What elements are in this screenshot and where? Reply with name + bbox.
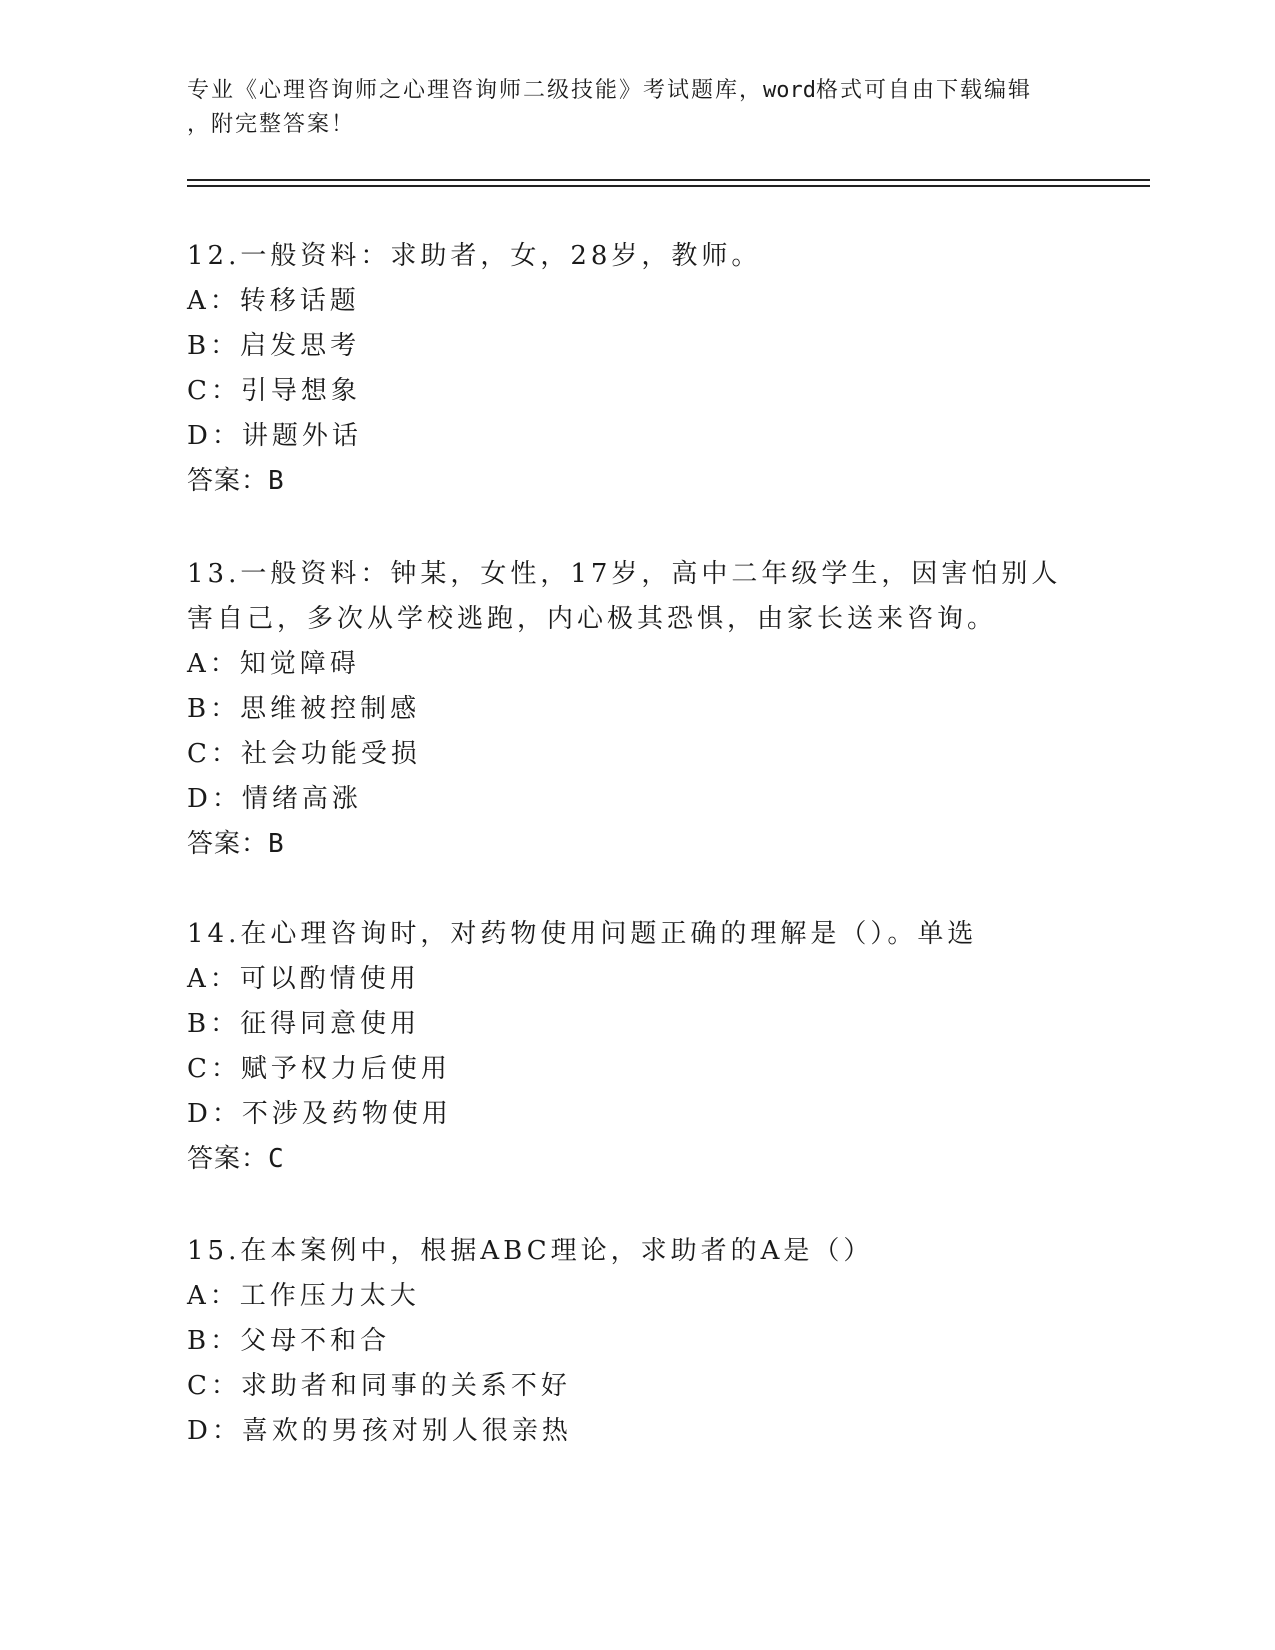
answer-label: 答案： — [187, 829, 269, 859]
question-15 — [187, 1229, 1087, 1454]
option-a: A：工作压力太大 — [187, 1281, 420, 1311]
answer-label: 答案： — [187, 466, 269, 496]
question-13 — [187, 552, 1087, 867]
option-b: B：征得同意使用 — [187, 1009, 421, 1039]
option-d: D：讲题外话 — [187, 421, 362, 451]
question-stem: 14.在心理咨询时，对药物使用问题正确的理解是（）。单选 — [187, 919, 978, 949]
option-c: C：社会功能受损 — [187, 739, 421, 769]
answer-label: 答案： — [187, 1144, 269, 1174]
option-a: A：知觉障碍 — [187, 649, 360, 679]
answer-value: B — [268, 466, 285, 496]
question-stem: 15.在本案例中，根据ABC理论，求助者的A是（） — [187, 1236, 874, 1266]
header-divider-bottom — [187, 185, 1150, 187]
option-a: A：转移话题 — [187, 286, 360, 316]
option-c: C：引导想象 — [187, 376, 361, 406]
option-c: C：赋予权力后使用 — [187, 1054, 451, 1084]
option-b: B：父母不和合 — [187, 1326, 391, 1356]
option-d: D：喜欢的男孩对别人很亲热 — [187, 1416, 572, 1446]
answer-value: B — [268, 829, 285, 859]
answer-line — [187, 822, 1087, 867]
header-text-word: word — [763, 78, 816, 103]
option-b: B：启发思考 — [187, 331, 361, 361]
question-stem: 12.一般资料：求助者，女，28岁，教师。 — [187, 241, 762, 271]
question-stem: 13.一般资料：钟某，女性，17岁，高中二年级学生，因害怕别人害自己，多次从学校逃跑，内心极其恐惧，由家长送来咨询。 — [187, 559, 1062, 634]
option-b: B：思维被控制感 — [187, 694, 421, 724]
question-12 — [187, 234, 1087, 504]
header-text-suffix: 格式可自由下载编辑 — [816, 78, 1033, 103]
option-c: C：求助者和同事的关系不好 — [187, 1371, 571, 1401]
answer-line — [187, 459, 1087, 504]
document-header — [187, 74, 1067, 142]
option-d: D：情绪高涨 — [187, 784, 362, 814]
answer-value: C — [268, 1144, 285, 1174]
question-14 — [187, 912, 1087, 1182]
header-text-prefix: 专业《心理咨询师之心理咨询师二级技能》考试题库， — [187, 78, 764, 103]
answer-line — [187, 1137, 1087, 1182]
option-a: A：可以酌情使用 — [187, 964, 420, 994]
header-divider-top — [187, 179, 1150, 181]
option-d: D：不涉及药物使用 — [187, 1099, 452, 1129]
header-text-line2: ，附完整答案！ — [187, 112, 356, 137]
